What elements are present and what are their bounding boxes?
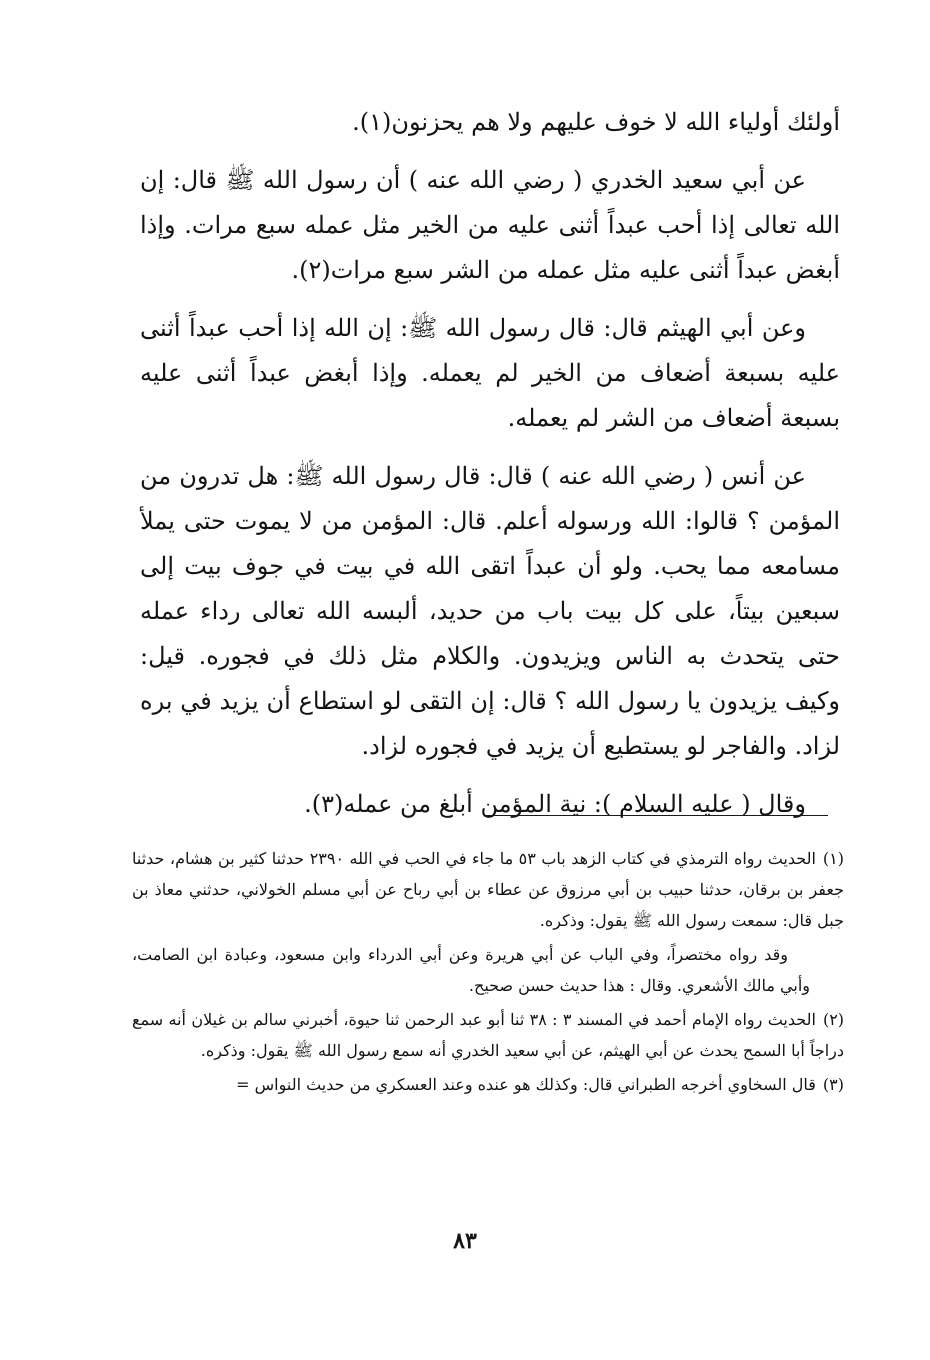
page-number: ٨٣ (453, 1228, 477, 1254)
footnote-divider (486, 815, 828, 816)
footnote-2-number: (٢) (822, 1010, 845, 1029)
paragraph-hadith-abu-haytham: وعن أبي الهيثم قال: قال رسول الله ﷺ: إن الله إذا أحب عبداً أثنى عليه بسبعة أضعاف من الخير لم يعمله. وإذا أبغض عبداً أثنى عليه بسبعة أضعاف من الشر لم يعمله. (140, 314, 840, 432)
footnote-3-number: (٣) (822, 1075, 844, 1094)
footnote-1 (132, 843, 844, 936)
footnote-1-number: (١) (822, 849, 845, 868)
paragraph-niyyah: وقال ( عليه السلام ): نية المؤمن أبلغ من عمله(٣). (304, 790, 806, 818)
footnote-3 (132, 1069, 844, 1100)
footnotes (132, 843, 844, 1103)
footnote-1-text: الحديث رواه الترمذي في كتاب الزهد باب ٥٣ ما جاء في الحب في الله ٢٣٩٠ حدثنا كثير بن هشام، حدثنا جعفر بن برقان، حدثنا حبيب بن أبي مرزوق عن عطاء بن أبي رباح عن أبي مسلم الخولاني، حدثني معاذ بن جبل قال: سمعت رسول الله ﷺ يقول: وذكره. (132, 849, 844, 930)
footnote-2 (132, 1004, 844, 1066)
paragraph-hadith-abu-said: عن أبي سعيد الخدري ( رضي الله عنه ) أن رسول الله ﷺ قال: إن الله تعالى إذا أحب عبداً أثنى عليه من الخير مثل عمله سبع مرات. وإذا أبغض عبداً أثنى عليه مثل عمله من الشر سبع مرات(٢). (140, 166, 840, 284)
paragraph-hadith-anas: عن أنس ( رضي الله عنه ) قال: قال رسول الله ﷺ: هل تدرون من المؤمن ؟ قالوا: الله ورسوله أعلم. قال: المؤمن من لا يموت حتى يملأ مسامعه مما يحب. ولو أن عبداً اتقى الله في بيت في جوف بيت إلى سبعين بيتاً، على كل بيت باب من حديد، ألبسه الله تعالى رداء عمله حتى يتحدث به الناس ويزيدون. والكلام مثل ذلك في فجوره. قيل: وكيف يزيدون يا رسول الله ؟ قال: إن التقى لو استطاع أن يزيد في بره لزاد. والفاجر لو يستطيع أن يزيد في فجوره لزاد. (140, 462, 840, 760)
footnote-3-text: قال السخاوي أخرجه الطبراني قال: وكذلك هو عنده وعند العسكري من حديث النواس = (236, 1075, 816, 1094)
footnote-1-continuation: وقد رواه مختصراً، وفي الباب عن أبي هريرة وعن أبي الدرداء وابن مسعود، وعبادة ابن الصامت، وأبي مالك الأشعري. وقال : هذا حديث حسن صحيح. (132, 945, 810, 995)
paragraph-quran-verse: أولئك أولياء الله لا خوف عليهم ولا هم يحزنون(١). (352, 108, 840, 136)
main-text (140, 100, 840, 840)
footnote-2-text: الحديث رواه الإمام أحمد في المسند ٣ : ٣٨ ثنا أبو عبد الرحمن ثنا حيوة، أخبرني سالم بن غيلان أنه سمع دراجاً أبا السمح يحدث عن أبي الهيثم، عن أبي سعيد الخدري أنه سمع رسول الله ﷺ يقول: وذكره. (132, 1010, 844, 1060)
